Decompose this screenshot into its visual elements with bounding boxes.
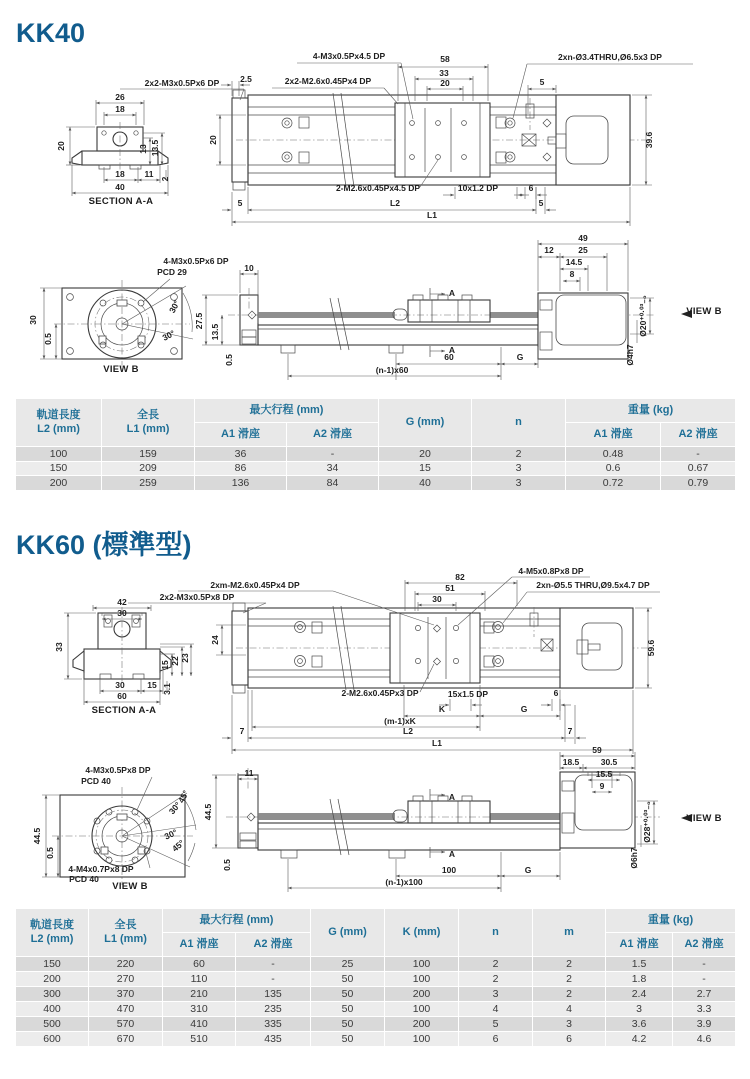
dim-label: 60 <box>444 352 454 362</box>
kk60-header-stroke-a1: A1 滑座 <box>163 933 236 957</box>
dim-label: VIEW B <box>112 881 148 892</box>
dim-label: A <box>448 288 456 298</box>
dim-label: VIEW B <box>686 813 722 824</box>
dim-label: 30° <box>166 799 183 817</box>
dim-label: 26 <box>115 92 125 102</box>
kk60-header-max-stroke: 最大行程 (mm) <box>163 909 311 933</box>
dim-label: PCD 40 <box>69 874 99 884</box>
dim-label: 5 <box>237 198 243 208</box>
dim-label: 2-M2.6x0.45Px4.5 DP <box>335 183 421 193</box>
dim-label: 18 <box>115 169 125 179</box>
dim-label: G <box>516 352 524 362</box>
dim-label: 100 <box>441 865 457 875</box>
dim-label: 23 <box>180 653 190 663</box>
kk40-header-weight-a1: A1 滑座 <box>566 423 661 447</box>
dim-label: 13.5 <box>150 139 160 157</box>
dim-label: 20 <box>208 135 218 145</box>
dim-label: 51 <box>445 583 455 593</box>
table-row: 500 570 410 335 50 200 5 3 3.6 3.9 <box>16 1017 736 1032</box>
dim-label: Ø28⁺⁰·⁰³₋₀ <box>642 801 652 843</box>
dim-label: SECTION A-A <box>88 196 154 207</box>
dim-label: 82 <box>455 572 465 582</box>
dim-label: 30 <box>117 608 127 618</box>
dim-label: 33 <box>54 642 64 652</box>
dim-label: 0.5 <box>224 354 234 366</box>
kk60-header-k: K (mm) <box>385 909 459 957</box>
dim-label: A <box>448 792 456 802</box>
dim-label: 13.5 <box>210 323 220 341</box>
dim-label: 39.6 <box>644 131 654 149</box>
kk40-header-max-stroke: 最大行程 (mm) <box>195 399 379 423</box>
dim-label: 30.5 <box>600 757 618 767</box>
dim-label: (m-1)xK <box>384 716 416 726</box>
kk60-header-total-length: 全長 L1 (mm) <box>89 909 163 957</box>
dim-label: 27.5 <box>194 312 204 330</box>
dim-label: 3.1 <box>162 683 172 695</box>
dim-label: L1 <box>432 738 442 748</box>
dim-label: 10x1.2 DP <box>457 183 499 193</box>
kk40-header-stroke-a2: A2 滑座 <box>287 423 379 447</box>
dim-label: 59 <box>592 745 602 755</box>
kk60-title: KK60 (標準型) <box>16 530 192 560</box>
dim-label: (n-1)x60 <box>375 365 409 375</box>
dim-label: L2 <box>390 198 400 208</box>
dim-label: 59.6 <box>646 639 656 657</box>
kk40-header-weight-a2: A2 滑座 <box>661 423 736 447</box>
dim-label: 14.5 <box>565 257 583 267</box>
kk40-header-n: n <box>472 399 566 447</box>
dim-label: 25 <box>578 245 588 255</box>
table-row: 300 370 210 135 50 200 3 2 2.4 2.7 <box>16 987 736 1002</box>
dim-label: 30° <box>162 827 179 842</box>
dim-label: 44.5 <box>203 803 213 821</box>
dim-label: 20 <box>440 78 450 88</box>
dim-label: 2xn-Ø3.4THRU,Ø6.5x3 DP <box>558 52 662 62</box>
kk40-header-stroke-a1: A1 滑座 <box>195 423 287 447</box>
dim-label: 6 <box>553 688 559 698</box>
dim-label: K <box>438 704 446 714</box>
dim-label: 4-M4x0.7Px8 DP <box>68 864 134 874</box>
dim-label: 24 <box>210 635 220 645</box>
dim-label: 4-M3x0.5Px8 DP <box>85 765 151 775</box>
dim-label: 15 <box>147 680 157 690</box>
dim-label: Ø20⁺⁰·⁰³₋₀ <box>638 295 648 337</box>
dim-label: 5 <box>539 77 545 87</box>
dim-label: 42 <box>117 597 127 607</box>
table-row: 150 220 60 - 25 100 2 2 1.5 - <box>16 957 736 972</box>
kk40-view-b <box>40 279 193 367</box>
dim-label: 22 <box>170 656 180 666</box>
dim-label: 18.5 <box>562 757 580 767</box>
dim-label: 15 <box>160 660 170 670</box>
dim-label: L2 <box>403 726 413 736</box>
kk60-header-weight-a2: A2 滑座 <box>673 933 736 957</box>
dim-label: 15.5 <box>595 769 613 779</box>
dim-label: 58 <box>440 54 450 64</box>
dim-label: A <box>448 849 456 859</box>
dim-label: 40 <box>115 182 125 192</box>
dim-label: 8 <box>569 269 575 279</box>
dim-label: A <box>448 345 456 355</box>
dim-label: VIEW B <box>103 364 139 375</box>
dim-label: PCD 29 <box>157 267 187 277</box>
table-row: 200 259 136 84 40 3 0.72 0.79 <box>16 476 736 491</box>
kk40-spec-table <box>15 398 736 491</box>
dim-label: 2xm-M2.6x0.45Px4 DP <box>210 580 300 590</box>
table-row: 400 470 310 235 50 100 4 4 3 3.3 <box>16 1002 736 1017</box>
dim-label: 2x2-M3x0.5Px8 DP <box>159 592 235 602</box>
dim-label: 4-M3x0.5Px6 DP <box>163 256 229 266</box>
table-row: 100 159 36 - 20 2 0.48 - <box>16 447 736 462</box>
kk40-header-rail-length: 軌道長度 L2 (mm) <box>16 399 102 447</box>
dim-label: 20 <box>56 141 66 151</box>
kk60-header-rail-length: 軌道長度 L2 (mm) <box>16 909 89 957</box>
kk40-drawing <box>0 48 750 396</box>
dim-label: 2-M2.6x0.45Px3 DP <box>341 688 419 698</box>
dim-label: 33 <box>439 68 449 78</box>
dim-label: L1 <box>427 210 437 220</box>
table-row: 600 670 510 435 50 100 6 6 4.2 4.6 <box>16 1032 736 1047</box>
kk40-header-g: G (mm) <box>379 399 472 447</box>
dim-label: 30° <box>166 298 182 315</box>
kk40-header-total-length: 全長 L1 (mm) <box>102 399 195 447</box>
dim-label: 2 <box>160 176 170 182</box>
dim-label: 2x2-M3x0.5Px6 DP <box>144 78 220 88</box>
dim-label: 30 <box>28 315 38 325</box>
dim-label: 9 <box>599 781 605 791</box>
dim-label: 30 <box>432 594 442 604</box>
dim-label: 0.5 <box>43 333 53 345</box>
dim-label: 30 <box>115 680 125 690</box>
dim-label: SECTION A-A <box>91 705 157 716</box>
dim-label: 10 <box>244 263 254 273</box>
kk60-header-n: n <box>459 909 533 957</box>
dim-label: 45° <box>169 837 187 854</box>
kk60-plan-view <box>128 577 660 754</box>
dim-label: 60 <box>117 691 127 701</box>
dim-label: 5 <box>538 198 544 208</box>
table-row: 150 209 86 34 15 3 0.6 0.67 <box>16 461 736 476</box>
dim-label: G <box>524 865 532 875</box>
kk60-spec-table <box>15 908 736 1047</box>
dim-label: 45° <box>175 788 191 805</box>
dim-label: 18 <box>115 104 125 114</box>
kk40-header-weight: 重量 (kg) <box>566 399 736 423</box>
dim-label: 11 <box>144 169 154 179</box>
kk60-header-m: m <box>533 909 606 957</box>
kk60-header-weight-a1: A1 滑座 <box>606 933 673 957</box>
dim-label: 49 <box>578 233 588 243</box>
dim-label: PCD 40 <box>81 776 111 786</box>
dim-label: 12 <box>544 245 554 255</box>
kk60-drawing <box>0 555 750 905</box>
dim-label: 7 <box>567 726 573 736</box>
dim-label: 2.5 <box>240 74 252 84</box>
dim-label: 15x1.5 DP <box>447 689 489 699</box>
kk60-header-g: G (mm) <box>311 909 385 957</box>
dim-label: Ø4h7 <box>625 344 635 366</box>
dim-label: 2xn-Ø5.5 THRU,Ø9.5x4.7 DP <box>536 580 650 590</box>
kk40-title: KK40 <box>16 18 86 48</box>
dim-label: 13 <box>138 144 148 154</box>
dim-label: 4-M5x0.8Px8 DP <box>518 566 584 576</box>
dim-label: 2x2-M2.6x0.45Px4 DP <box>284 76 372 86</box>
table-row: 200 270 110 - 50 100 2 2 1.8 - <box>16 972 736 987</box>
dim-label: G <box>520 704 528 714</box>
dim-label: 0.5 <box>222 859 232 871</box>
dim-label: VIEW B <box>686 306 722 317</box>
kk60-header-weight: 重量 (kg) <box>606 909 736 933</box>
dim-label: 30° <box>160 327 177 343</box>
dim-label: 0.5 <box>45 847 55 859</box>
dim-label: (n-1)x100 <box>385 877 423 887</box>
dim-label: Ø6h7 <box>629 847 639 869</box>
kk60-section-aa <box>64 605 194 705</box>
dim-label: 7 <box>239 726 245 736</box>
kk60-header-stroke-a2: A2 滑座 <box>236 933 311 957</box>
dim-label: 6 <box>528 183 534 193</box>
dim-label: 11 <box>244 768 254 778</box>
dim-label: 4-M3x0.5Px4.5 DP <box>312 51 386 61</box>
dim-label: 44.5 <box>32 827 42 845</box>
